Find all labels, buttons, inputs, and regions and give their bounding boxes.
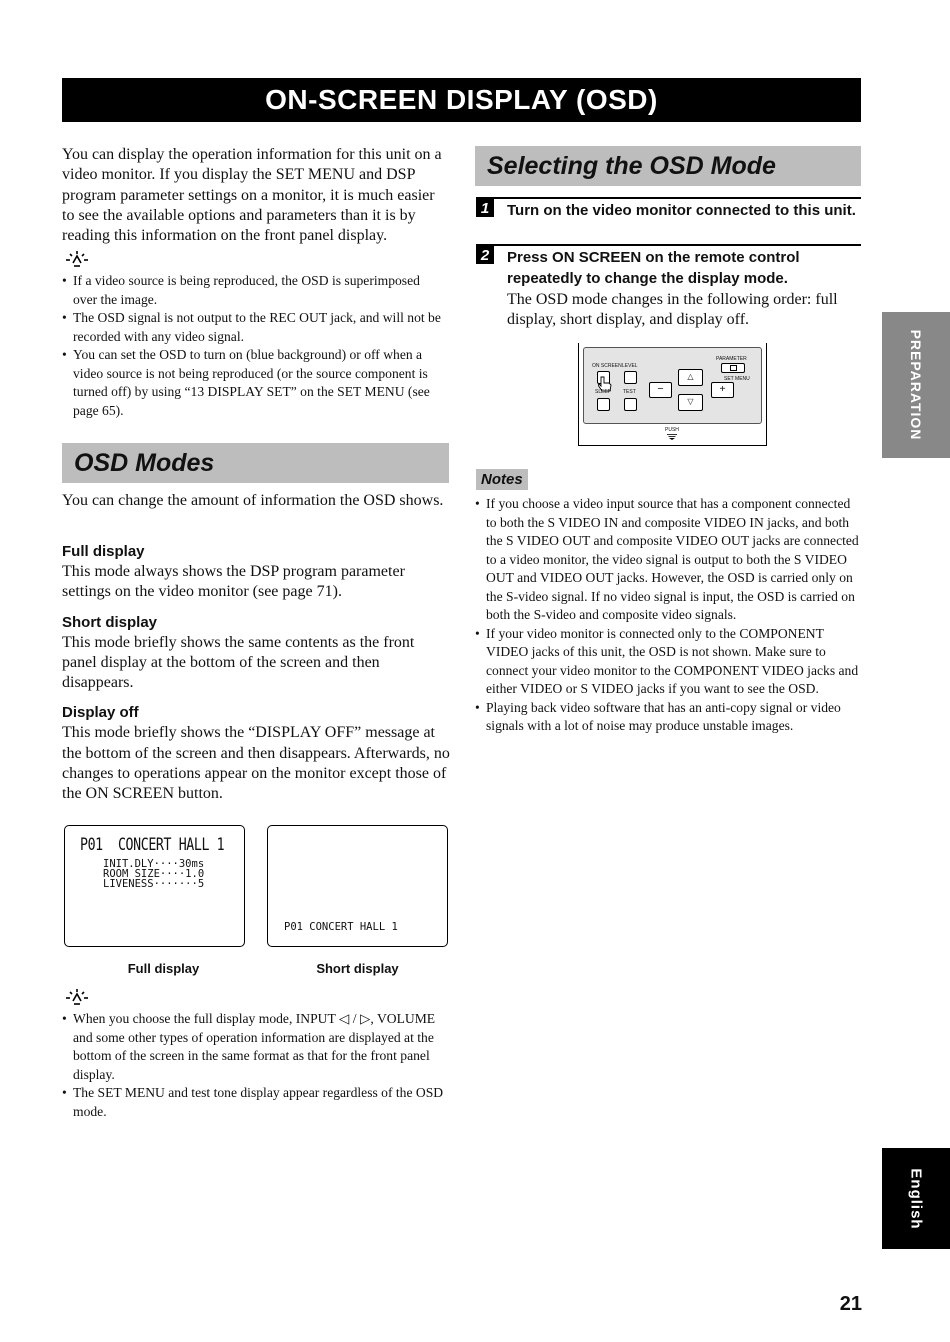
mode-name-full: Full display — [62, 543, 145, 560]
mode-desc-short: This mode briefly shows the same contents as the front panel display at the bottom of the screen and then disappears. — [62, 633, 415, 692]
notes-list — [475, 495, 863, 736]
tip-icon — [62, 988, 92, 1008]
tip-item: • The SET MENU and test tone display appear regardless of the OSD mode. — [62, 1084, 448, 1121]
side-tab-preparation[interactable] — [882, 312, 950, 458]
full-screen-line1: P01 CONCERT HALL 1 — [80, 835, 225, 855]
short-screen-line1: P01 CONCERT HALL 1 — [284, 921, 398, 933]
tip-list — [62, 272, 447, 420]
mode-name-off: Display off — [62, 704, 139, 722]
tip-item: • When you choose the full display mode, INPUT ◁ / ▷, VOLUME and some other types of operation information are displayed at the bottom of the screen in the same format as that for the front panel display. — [62, 1010, 448, 1084]
full-display-screen — [64, 825, 245, 947]
step-1-text: Turn on the video monitor connected to this unit. — [507, 202, 856, 219]
minus-button[interactable]: − — [649, 382, 672, 398]
full-screen-line4: LIVENESS·······5 — [103, 878, 205, 890]
sleep-label: SLEEP — [595, 389, 612, 395]
short-display-screen — [267, 825, 448, 947]
plus-button[interactable]: + — [711, 382, 734, 398]
tip-item: • The OSD signal is not output to the REC OUT jack, and will not be recorded with any video signal. — [62, 309, 447, 346]
remote-control-illustration — [578, 343, 768, 448]
parameter-label: PARAMETER — [716, 356, 747, 362]
sleep-button[interactable] — [597, 398, 610, 411]
side-tab-preparation-label: PREPARATION — [908, 329, 924, 441]
full-display-caption: Full display — [127, 961, 200, 976]
parameter-switch[interactable] — [721, 363, 745, 373]
up-button[interactable]: △ — [678, 369, 703, 386]
full-screen-line3: ROOM SIZE····1.0 — [103, 868, 205, 880]
tip-item: • You can set the OSD to turn on (blue background) or off when a video source is not being reproduced (or the source component is turned off) by using “13 DISPLAY SET” on the SET MENU (see page 65). — [62, 346, 447, 420]
note-item: • If you choose a video input source that has a component connected to both the S VIDEO IN and composite VIDEO IN jacks, and both the S VIDEO OUT and composite VIDEO OUT jacks are connected to a video monitor, the video signal is output to both the S VIDEO OUT and VIDEO OUT jacks. However, the OSD is carried only on the S-video signal. If no video signal is input, the OSD is carried on both the S-video and composite video signals. — [475, 495, 863, 625]
page-title: ON-SCREEN DISPLAY (OSD) — [62, 78, 861, 122]
step-divider — [476, 197, 861, 199]
step-2-description: The OSD mode changes in the following order: full display, short display, and display off. — [507, 291, 838, 329]
push-label: PUSH — [665, 427, 679, 433]
tip2-list — [62, 1010, 448, 1121]
tip-item: • If a video source is being reproduced, the OSD is superimposed over the image. — [62, 272, 447, 309]
osd-modes-intro: You can change the amount of information the OSD shows. — [62, 492, 444, 509]
side-tab-english[interactable] — [882, 1148, 950, 1249]
notes-label: Notes — [476, 469, 528, 490]
full-screen-line2: INIT.DLY····30ms — [103, 858, 205, 870]
osd-modes-heading: OSD Modes — [62, 443, 449, 483]
step-2-text: Press ON SCREEN on the remote control repeatedly to change the display mode. — [507, 249, 800, 287]
osd-modes-list — [62, 542, 450, 805]
mode-desc-off: This mode briefly shows the “DISPLAY OFF” message at the bottom of the screen and then disappears. Afterwards, no changes to operations appear on the monitor except those of the ON SCREEN button. — [62, 724, 450, 803]
selecting-heading: Selecting the OSD Mode — [475, 146, 861, 186]
mode-desc-full: This mode always shows the DSP program parameter settings on the video monitor (see page 71). — [62, 563, 405, 601]
mode-name-short: Short display — [62, 613, 158, 631]
level-label: LEVEL — [622, 363, 638, 369]
step-number: 1 — [476, 199, 494, 217]
note-item: • Playing back video software that has an anti-copy signal or video signals with a lot of noise may produce unstable images. — [475, 699, 863, 736]
test-label: TEST — [623, 389, 636, 395]
intro-paragraph: You can display the operation information for this unit on a video monitor. If you display the SET MENU and DSP program parameter settings on a monitor, it is much easier to see the available options and parameters than it is by reading this information on the front panel display. — [62, 146, 442, 245]
short-display-caption: Short display — [316, 961, 399, 976]
set-menu-label: SET MENU — [724, 376, 750, 382]
tip-icon — [62, 250, 92, 270]
step-divider — [476, 244, 861, 246]
side-tab-english-label: English — [907, 1167, 925, 1230]
push-arrow-icon — [667, 434, 677, 440]
level-button[interactable] — [624, 371, 637, 384]
down-button[interactable]: ▽ — [678, 394, 703, 411]
note-item: • If your video monitor is connected only to the COMPONENT VIDEO jacks of this unit, the OSD is not shown. Make sure to connect your video monitor to the COMPONENT VIDEO jacks and either VIDEO or S VIDEO jacks if you want to see the OSD. — [475, 625, 863, 699]
page-number: 21 — [839, 1293, 862, 1315]
test-button[interactable] — [624, 398, 637, 411]
on-screen-label: ON SCREEN — [592, 363, 622, 369]
step-number: 2 — [476, 246, 494, 264]
